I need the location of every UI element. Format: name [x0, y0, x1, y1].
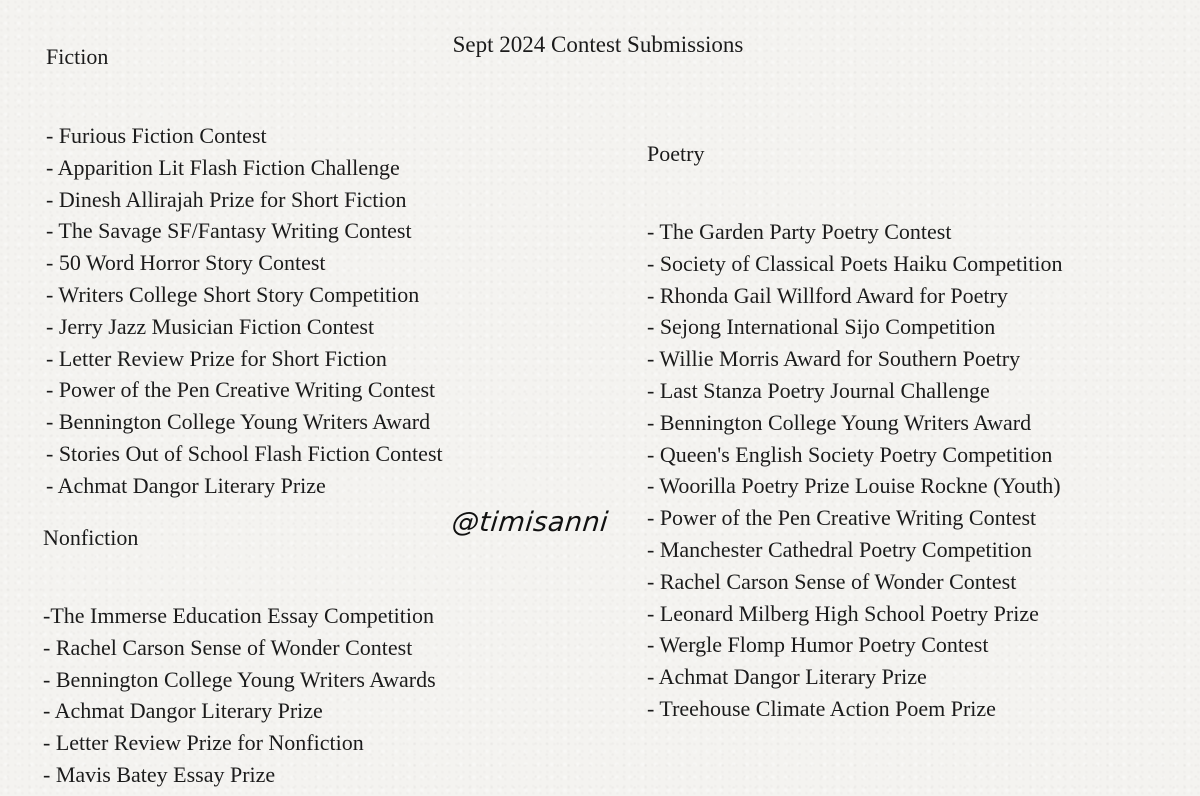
nonfiction-list [43, 600, 436, 791]
fiction-heading: Fiction [46, 44, 109, 69]
fiction-section [46, 42, 443, 502]
list-item: - Letter Review Prize for Short Fiction [46, 345, 387, 371]
list-item: - Rachel Carson Sense of Wonder Contest [647, 568, 1017, 594]
list-item: - Willie Morris Award for Southern Poetry [647, 346, 1021, 372]
list-item: - Bennington College Young Writers Award [46, 409, 431, 435]
list-item: - Stories Out of School Flash Fiction Contest [46, 440, 443, 466]
author-handle: @timisanni [450, 507, 610, 538]
list-item: - Mavis Batey Essay Prize [43, 761, 276, 787]
list-item: - Rhonda Gail Willford Award for Poetry [647, 282, 1008, 308]
list-item: - Last Stanza Poetry Journal Challenge [647, 377, 990, 403]
list-item: - Furious Fiction Contest [46, 123, 267, 148]
fiction-list [46, 120, 443, 502]
poetry-heading: Poetry [647, 141, 705, 166]
poetry-list [647, 216, 1063, 725]
list-item: - Society of Classical Poets Haiku Competition [647, 250, 1063, 276]
poetry-section [647, 139, 1063, 725]
list-item: - 50 Word Horror Story Contest [46, 250, 326, 276]
list-item: - Treehouse Climate Action Poem Prize [647, 695, 996, 721]
nonfiction-section [43, 523, 436, 791]
list-item: - Power of the Pen Creative Writing Contest [46, 377, 436, 403]
list-item: - Wergle Flomp Humor Poetry Contest [647, 632, 989, 658]
list-item: - Bennington College Young Writers Awards [43, 666, 436, 692]
list-item: - Achmat Dangor Literary Prize [46, 472, 326, 498]
page-title-text: Sept 2024 Contest Submissions [452, 32, 744, 57]
list-item: - Queen's English Society Poetry Competition [647, 441, 1053, 467]
list-item: - Jerry Jazz Musician Fiction Contest [46, 313, 375, 339]
list-item: - Rachel Carson Sense of Wonder Contest [43, 634, 413, 660]
nonfiction-heading: Nonfiction [43, 525, 139, 550]
list-item: - Woorilla Poetry Prize Louise Rockne (Youth) [647, 473, 1061, 499]
list-item: - Bennington College Young Writers Award [647, 409, 1032, 435]
list-item: - Leonard Milberg High School Poetry Prize [647, 600, 1039, 626]
list-item: - Writers College Short Story Competition [46, 281, 420, 307]
list-item: - Manchester Cathedral Poetry Competition [647, 536, 1032, 562]
list-item: - Achmat Dangor Literary Prize [647, 664, 927, 690]
list-item: - Power of the Pen Creative Writing Contest [647, 505, 1037, 531]
list-item: - The Savage SF/Fantasy Writing Contest [46, 218, 412, 244]
list-item: - Sejong International Sijo Competition [647, 314, 996, 340]
list-item: - Achmat Dangor Literary Prize [43, 698, 323, 724]
list-item: -The Immerse Education Essay Competition [43, 603, 435, 628]
list-item: - Apparition Lit Flash Fiction Challenge [46, 154, 400, 180]
list-item: - Letter Review Prize for Nonfiction [43, 730, 364, 756]
list-item: - The Garden Party Poetry Contest [647, 219, 952, 244]
list-item: - Dinesh Allirajah Prize for Short Fiction [46, 186, 407, 212]
